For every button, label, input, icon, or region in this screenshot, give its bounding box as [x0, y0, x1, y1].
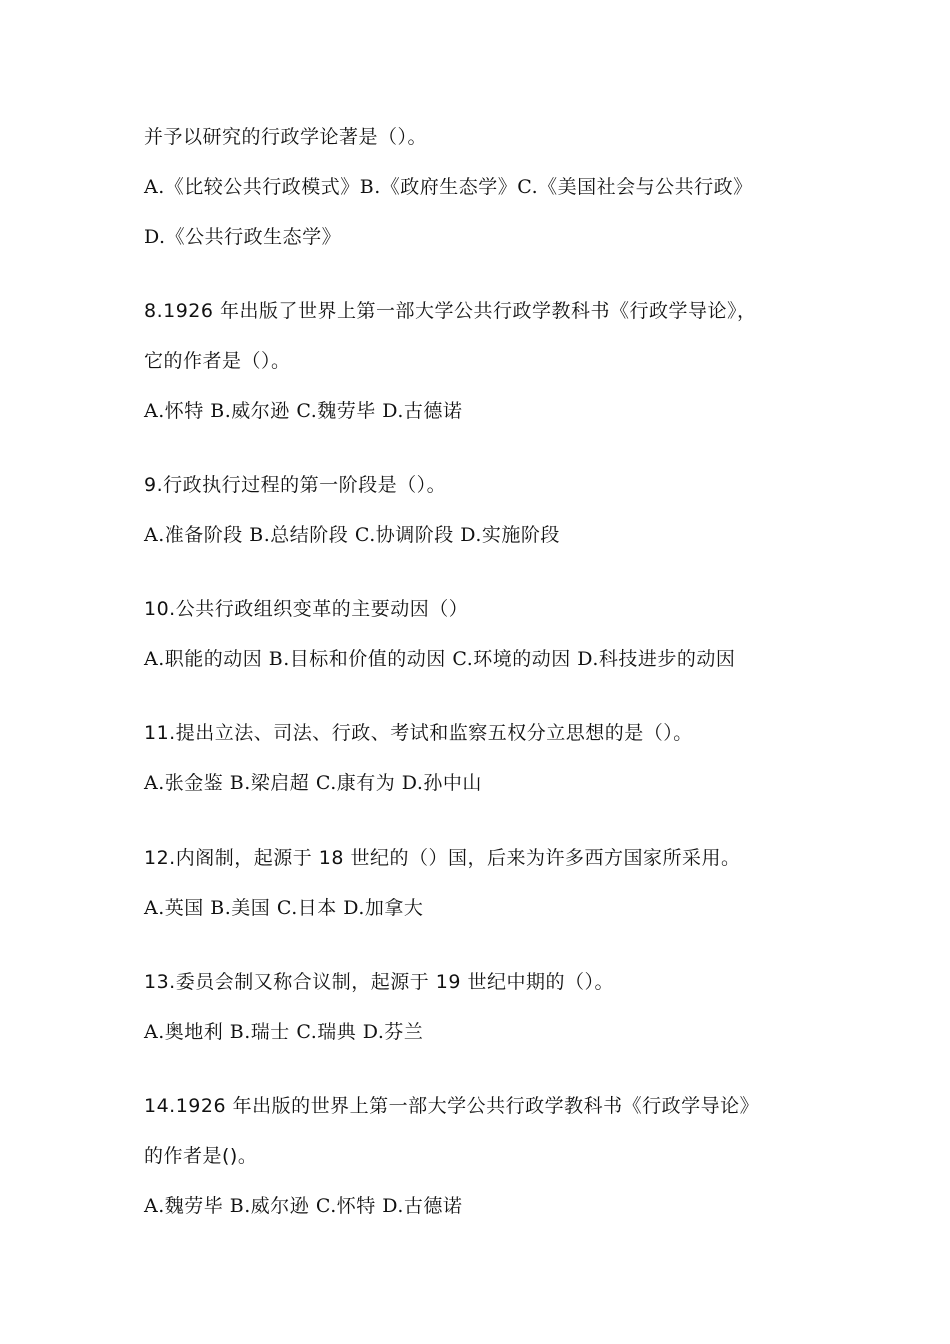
q9-options: A.准备阶段 B.总结阶段 C.协调阶段 D.实施阶段	[144, 524, 560, 546]
q11-stem: 11.提出立法、司法、行政、考试和监察五权分立思想的是（）。	[144, 722, 693, 744]
q8-stem-line2: 它的作者是（）。	[144, 350, 291, 372]
q8-options: A.怀特 B.威尔逊 C.魏劳毕 D.古德诺	[144, 400, 463, 422]
q9-stem: 9.行政执行过程的第一阶段是（）。	[144, 474, 447, 496]
q7-stem-continued: 并予以研究的行政学论著是（）。	[144, 126, 428, 148]
q14-stem-line2: 的作者是()。	[144, 1145, 258, 1167]
q12-stem: 12.内阁制，起源于 18 世纪的（）国，后来为许多西方国家所采用。	[144, 847, 741, 869]
q7-option-d: D.《公共行政生态学》	[144, 226, 342, 248]
q8-stem-line1: 8.1926 年出版了世界上第一部大学公共行政学教科书《行政学导论》，	[144, 300, 757, 322]
q12-options: A.英国 B.美国 C.日本 D.加拿大	[144, 897, 424, 919]
q14-stem-line1: 14.1926 年出版的世界上第一部大学公共行政学教科书《行政学导论》	[144, 1095, 760, 1117]
q13-stem: 13.委员会制又称合议制，起源于 19 世纪中期的（）。	[144, 971, 614, 993]
q10-stem: 10.公共行政组织变革的主要动因（）	[144, 598, 469, 620]
q10-options: A.职能的动因 B.目标和价值的动因 C.环境的动因 D.科技进步的动因	[144, 648, 736, 670]
q13-options: A.奥地利 B.瑞士 C.瑞典 D.芬兰	[144, 1021, 424, 1043]
q11-options: A.张金鉴 B.梁启超 C.康有为 D.孙中山	[144, 772, 482, 794]
q14-options: A.魏劳毕 B.威尔逊 C.怀特 D.古德诺	[144, 1195, 463, 1217]
q7-options-abc: A.《比较公共行政模式》B.《政府生态学》C.《美国社会与公共行政》	[144, 176, 753, 198]
